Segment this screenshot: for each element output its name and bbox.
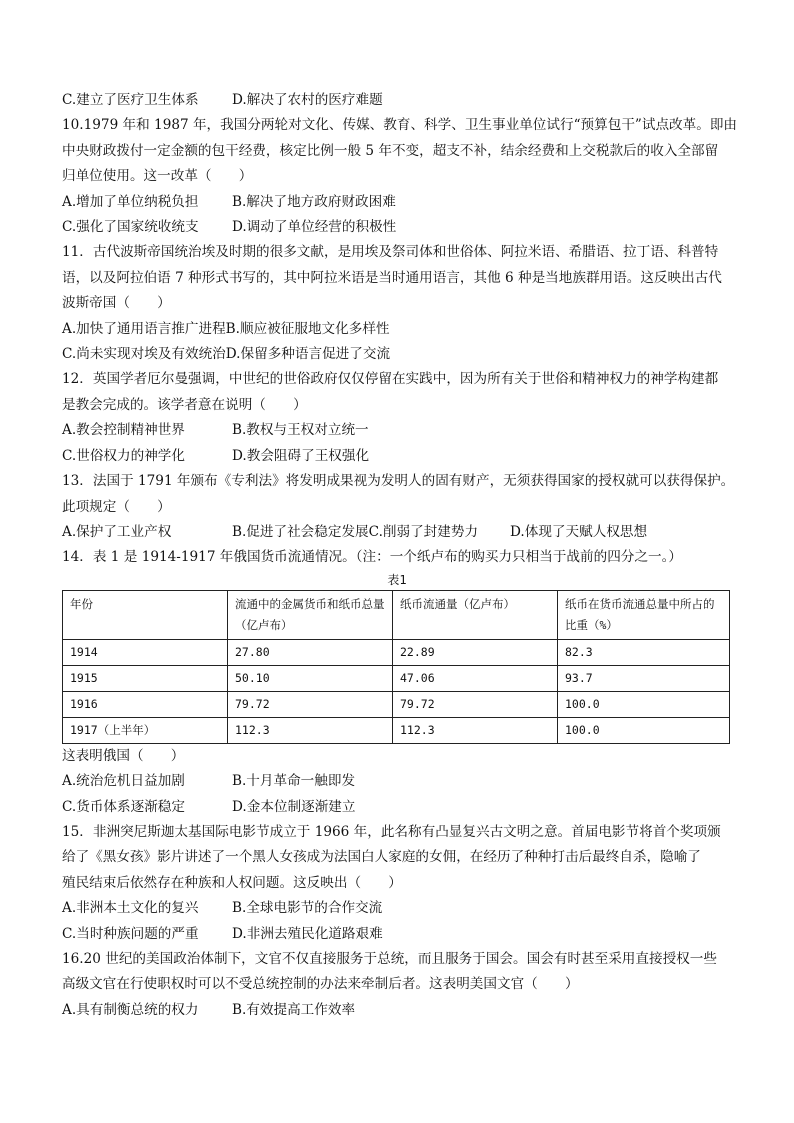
table-row: [63, 717, 730, 743]
question-text: 是教会完成的。该学者意在说明（ ）: [62, 396, 307, 413]
table-cell: 112.3: [393, 717, 558, 743]
q15-options-ab: [62, 896, 732, 921]
option-c[interactable]: C.世俗权力的神学化: [62, 447, 185, 464]
q16-options-ab: [62, 998, 732, 1023]
option-d[interactable]: D.解决了农村的医疗难题: [232, 92, 383, 108]
question-16: [62, 947, 732, 998]
question-text: 13．法国于 1791 年颁布《专利法》将发明成果视为发明人的固有财产，无须获得国家的授权就可以获得保护。: [62, 473, 735, 490]
q11-options-ab[interactable]: A.加快了通用语言推广进程B.顺应被征服地文化多样性: [62, 320, 390, 337]
question-text: 12．英国学者厄尔曼强调，中世纪的世俗政府仅仅停留在实践中，因为所有关于世俗和精神权力的神学构建都: [62, 371, 719, 388]
option-a[interactable]: A.非洲本土文化的复兴: [62, 900, 199, 917]
table-cell: 22.89: [393, 639, 558, 665]
table-row: [63, 691, 730, 717]
option-d[interactable]: D.金本位制逐渐建立: [232, 798, 356, 815]
option-d[interactable]: D.非洲去殖民化道路艰难: [232, 925, 383, 942]
option-c[interactable]: C.强化了国家统收统支: [62, 219, 199, 236]
option-a[interactable]: A.教会控制精神世界: [62, 422, 185, 439]
question-text: 16.20 世纪的美国政治体制下，文官不仅直接服务于总统，而且服务于国会。国会有时甚至采用直接授权一些: [62, 950, 717, 967]
q10-options-ab: [62, 190, 732, 215]
question-text: 殖民结束后依然存在种族和人权问题。这反映出（ ）: [62, 874, 402, 891]
table-cell: 82.3: [558, 639, 730, 665]
q13-options: [62, 520, 732, 545]
option-a[interactable]: A.保护了工业产权: [62, 523, 172, 540]
question-14: 14．表 1 是 1914-1917 年俄国货币流通情况。（注：一个纸卢布的购买力只相当于战前的四分之一。）: [62, 549, 682, 566]
question-text: 波斯帝国（ ）: [62, 295, 171, 312]
table-cell: 79.72: [393, 691, 558, 717]
question-text: 15．非洲突尼斯迦太基国际电影节成立于 1966 年，此名称有凸显复兴古文明之意。首届电影节将首个奖项颁: [62, 823, 721, 840]
question-11: [62, 240, 732, 316]
question-text: 此项规定（ ）: [62, 498, 171, 515]
q14-options-cd: [62, 795, 732, 820]
table-cell: 112.3: [228, 717, 393, 743]
table-cell: 93.7: [558, 665, 730, 691]
option-b[interactable]: B.解决了地方政府财政困难: [232, 193, 396, 210]
table-cell: 50.10: [228, 665, 393, 691]
question-text: 给了《黑女孩》影片讲述了一个黑人女孩成为法国白人家庭的女佣，在经历了种种打击后最终自杀，隐喻了: [62, 849, 701, 866]
option-d[interactable]: D.体现了天赋人权思想: [510, 523, 648, 540]
table-cell: 1917（上半年）: [63, 717, 228, 743]
option-b[interactable]: B.全球电影节的合作交流: [232, 900, 383, 917]
table-cell: 27.80: [228, 639, 393, 665]
table-row: [63, 665, 730, 691]
q12-options-cd: [62, 444, 732, 469]
q12-options-ab: [62, 418, 732, 443]
q9-options: [62, 88, 732, 113]
question-text: 11．古代波斯帝国统治埃及时期的很多文献，是用埃及祭司体和世俗体、阿拉米语、希腊语、拉丁语、科普特: [62, 244, 719, 261]
question-text: 10.1979 年和 1987 年，我国分两轮对文化、传媒、教育、科学、卫生事业单位试行“预算包干”试点改革。即由: [62, 117, 738, 134]
option-d[interactable]: D.调动了单位经营的积极性: [232, 219, 397, 236]
currency-table: [62, 590, 730, 744]
option-c[interactable]: C.当时种族问题的严重: [62, 925, 199, 942]
question-14-tail: 这表明俄国（ ）: [62, 747, 185, 764]
option-b[interactable]: B.教权与王权对立统一: [232, 422, 369, 439]
question-13: [62, 469, 735, 520]
q15-options-cd: [62, 922, 732, 947]
table-header: 纸币在货币流通总量中所占的比重（%）: [558, 590, 730, 639]
table-row: [63, 639, 730, 665]
table-cell: 100.0: [558, 717, 730, 743]
table-cell: 1915: [63, 665, 228, 691]
q10-options-cd: [62, 215, 732, 240]
table-header: 年份: [63, 590, 228, 639]
option-a[interactable]: A.统治危机日益加剧: [62, 773, 185, 790]
question-text: 高级文官在行使职权时可以不受总统控制的办法来牵制后者。这表明美国文官（ ）: [62, 976, 579, 993]
table-cell: 100.0: [558, 691, 730, 717]
question-10: [62, 113, 738, 189]
option-b[interactable]: B.十月革命一触即发: [232, 773, 356, 790]
table-cell: 79.72: [228, 691, 393, 717]
question-text: 归单位使用。这一改革（ ）: [62, 168, 253, 185]
q11-options-cd[interactable]: C.尚未实现对埃及有效统治D.保留多种语言促进了交流: [62, 346, 391, 363]
table-header: 纸币流通量（亿卢布）: [393, 590, 558, 639]
option-d[interactable]: D.教会阻碍了王权强化: [232, 447, 370, 464]
table-caption: 表1: [387, 572, 407, 587]
table-header: 流通中的金属货币和纸币总量（亿卢布）: [228, 590, 393, 639]
option-bc[interactable]: B.促进了社会稳定发展C.削弱了封建势力: [232, 523, 479, 540]
q14-options-ab: [62, 769, 732, 794]
question-15: [62, 820, 732, 896]
option-c[interactable]: C.货币体系逐渐稳定: [62, 798, 185, 815]
exam-page: [62, 88, 738, 1023]
table-cell: 1916: [63, 691, 228, 717]
option-b[interactable]: B.有效提高工作效率: [232, 1001, 356, 1018]
question-12: [62, 367, 732, 418]
option-c[interactable]: C.建立了医疗卫生体系: [62, 92, 199, 108]
question-text: 语，以及阿拉伯语 7 种形式书写的，其中阿拉米语是当时通用语言，其他 6 种是当地族群用语。这反映出古代: [62, 269, 722, 286]
table-cell: 47.06: [393, 665, 558, 691]
option-a[interactable]: A.增加了单位纳税负担: [62, 193, 199, 210]
question-text: 中央财政拨付一定金额的包干经费，核定比例一般 5 年不变，超支不补，结余经费和上交税款后的收入全部留: [62, 142, 719, 159]
table-header-row: [63, 590, 730, 639]
table-cell: 1914: [63, 639, 228, 665]
option-a[interactable]: A.具有制衡总统的权力: [62, 1001, 199, 1018]
